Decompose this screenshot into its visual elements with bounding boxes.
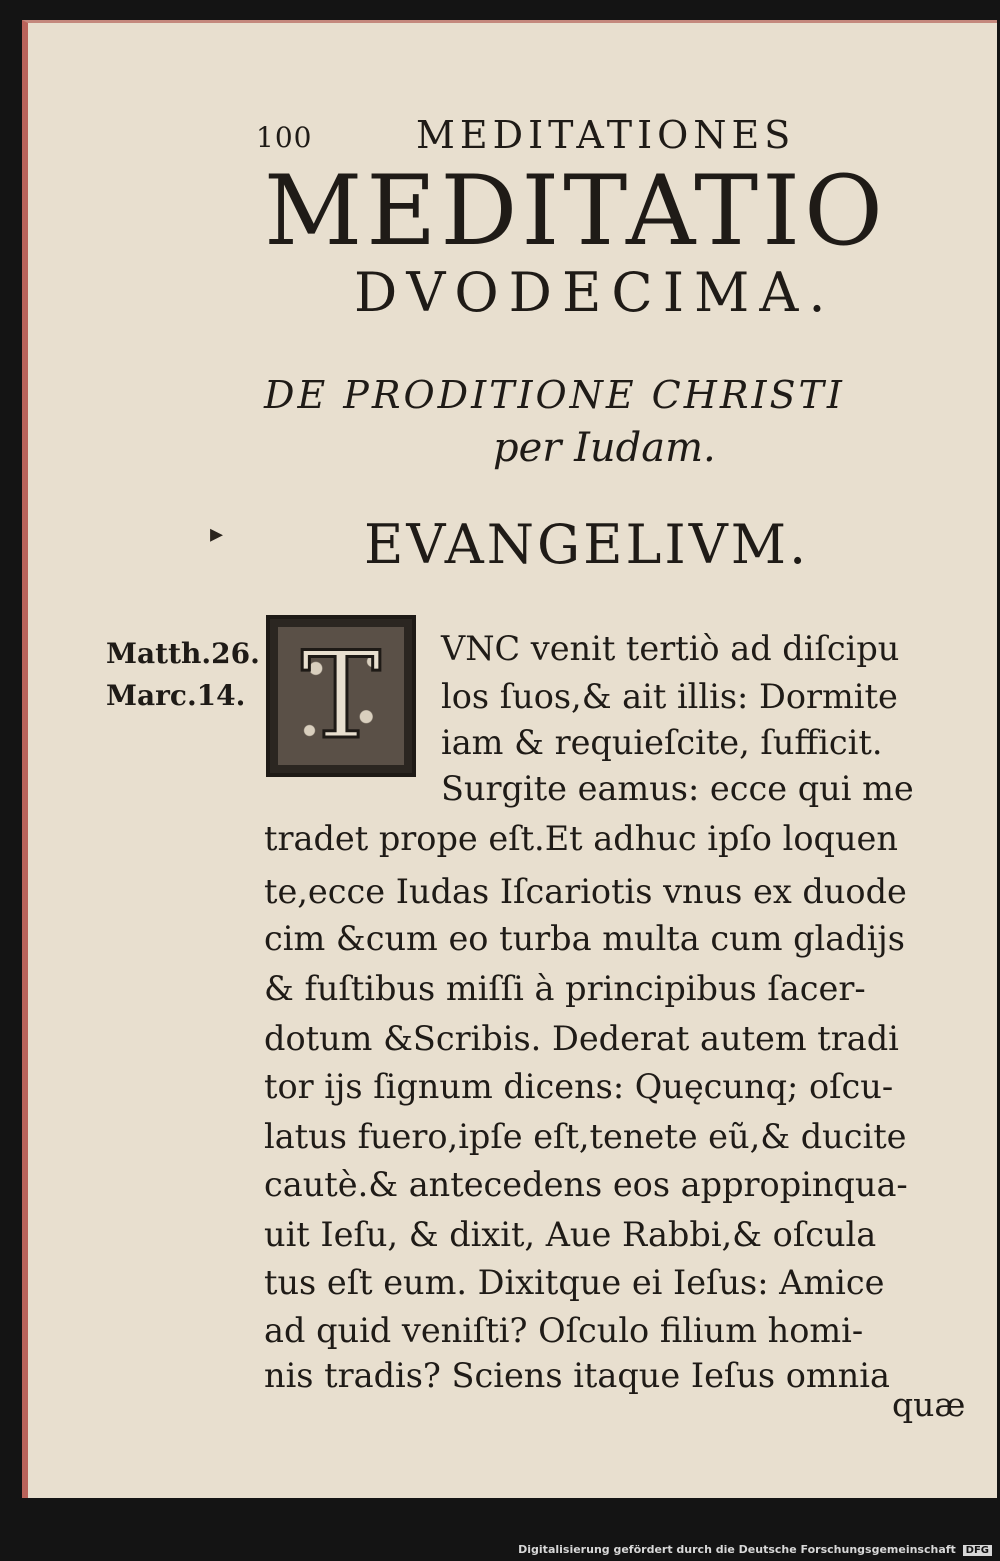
paragraph-mark-icon: ▸ xyxy=(210,519,224,549)
page-title: MEDITATIO xyxy=(264,155,887,267)
book-page xyxy=(22,20,997,1498)
body-line: tor ijs ſignum dicens: Quęcunq; oſcu- xyxy=(264,1067,894,1106)
body-line: tradet prope eſt.Et adhuc ipſo loquen xyxy=(264,819,898,858)
topic-line-2: per Iudam. xyxy=(493,425,716,471)
body-line: latus fuero,ipſe eſt,tenete eũ,& ducite xyxy=(264,1117,907,1156)
body-line: uit Ieſu, & dixit, Aue Rabbi,& oſcula xyxy=(264,1215,877,1254)
page-subtitle: DVODECIMA. xyxy=(354,261,836,324)
body-line: los ſuos,& ait illis: Dormite xyxy=(441,677,898,716)
body-line: tus eſt eum. Dixitque ei Ieſus: Amice xyxy=(264,1263,885,1302)
body-line: cautè.& antecedens eos appropinqua- xyxy=(264,1165,908,1204)
catchword: quæ xyxy=(892,1385,966,1424)
body-line: ad quid veniſti? Oſculo filium homi- xyxy=(264,1311,864,1350)
body-line: cim &cum eo turba multa cum gladijs xyxy=(264,919,905,958)
decorated-initial xyxy=(266,615,416,777)
initial-letter: T xyxy=(300,626,382,766)
body-line: Surgite eamus: ecce qui me xyxy=(441,769,914,808)
body-line: & fuſtibus miſſi à principibus ſacer- xyxy=(264,969,866,1008)
margin-note: Marc.14. xyxy=(106,679,246,712)
folio-number: 100 xyxy=(256,121,313,154)
running-title: MEDITATIONES xyxy=(416,113,796,157)
topic-line-1: DE PRODITIONE CHRISTI xyxy=(264,373,845,417)
body-line: te,ecce Iudas Iſcariotis vnus ex duode xyxy=(264,872,907,911)
section-heading: EVANGELIVM. xyxy=(364,513,810,576)
body-line: nis tradis? Sciens itaque Ieſus omnia xyxy=(264,1356,890,1395)
dfg-logo: DFG xyxy=(963,1545,992,1556)
body-line: dotum &Scribis. Dederat autem tradi xyxy=(264,1019,899,1058)
margin-note: Matth.26. xyxy=(106,637,260,670)
body-line: VNC venit tertiò ad diſcipu xyxy=(441,629,900,668)
body-line: iam & requieſcite, ſufficit. xyxy=(441,723,883,762)
footer-text: Digitalisierung gefördert durch die Deutsche Forschungsgemeinschaft xyxy=(518,1543,956,1556)
footer-credit xyxy=(518,1543,992,1556)
